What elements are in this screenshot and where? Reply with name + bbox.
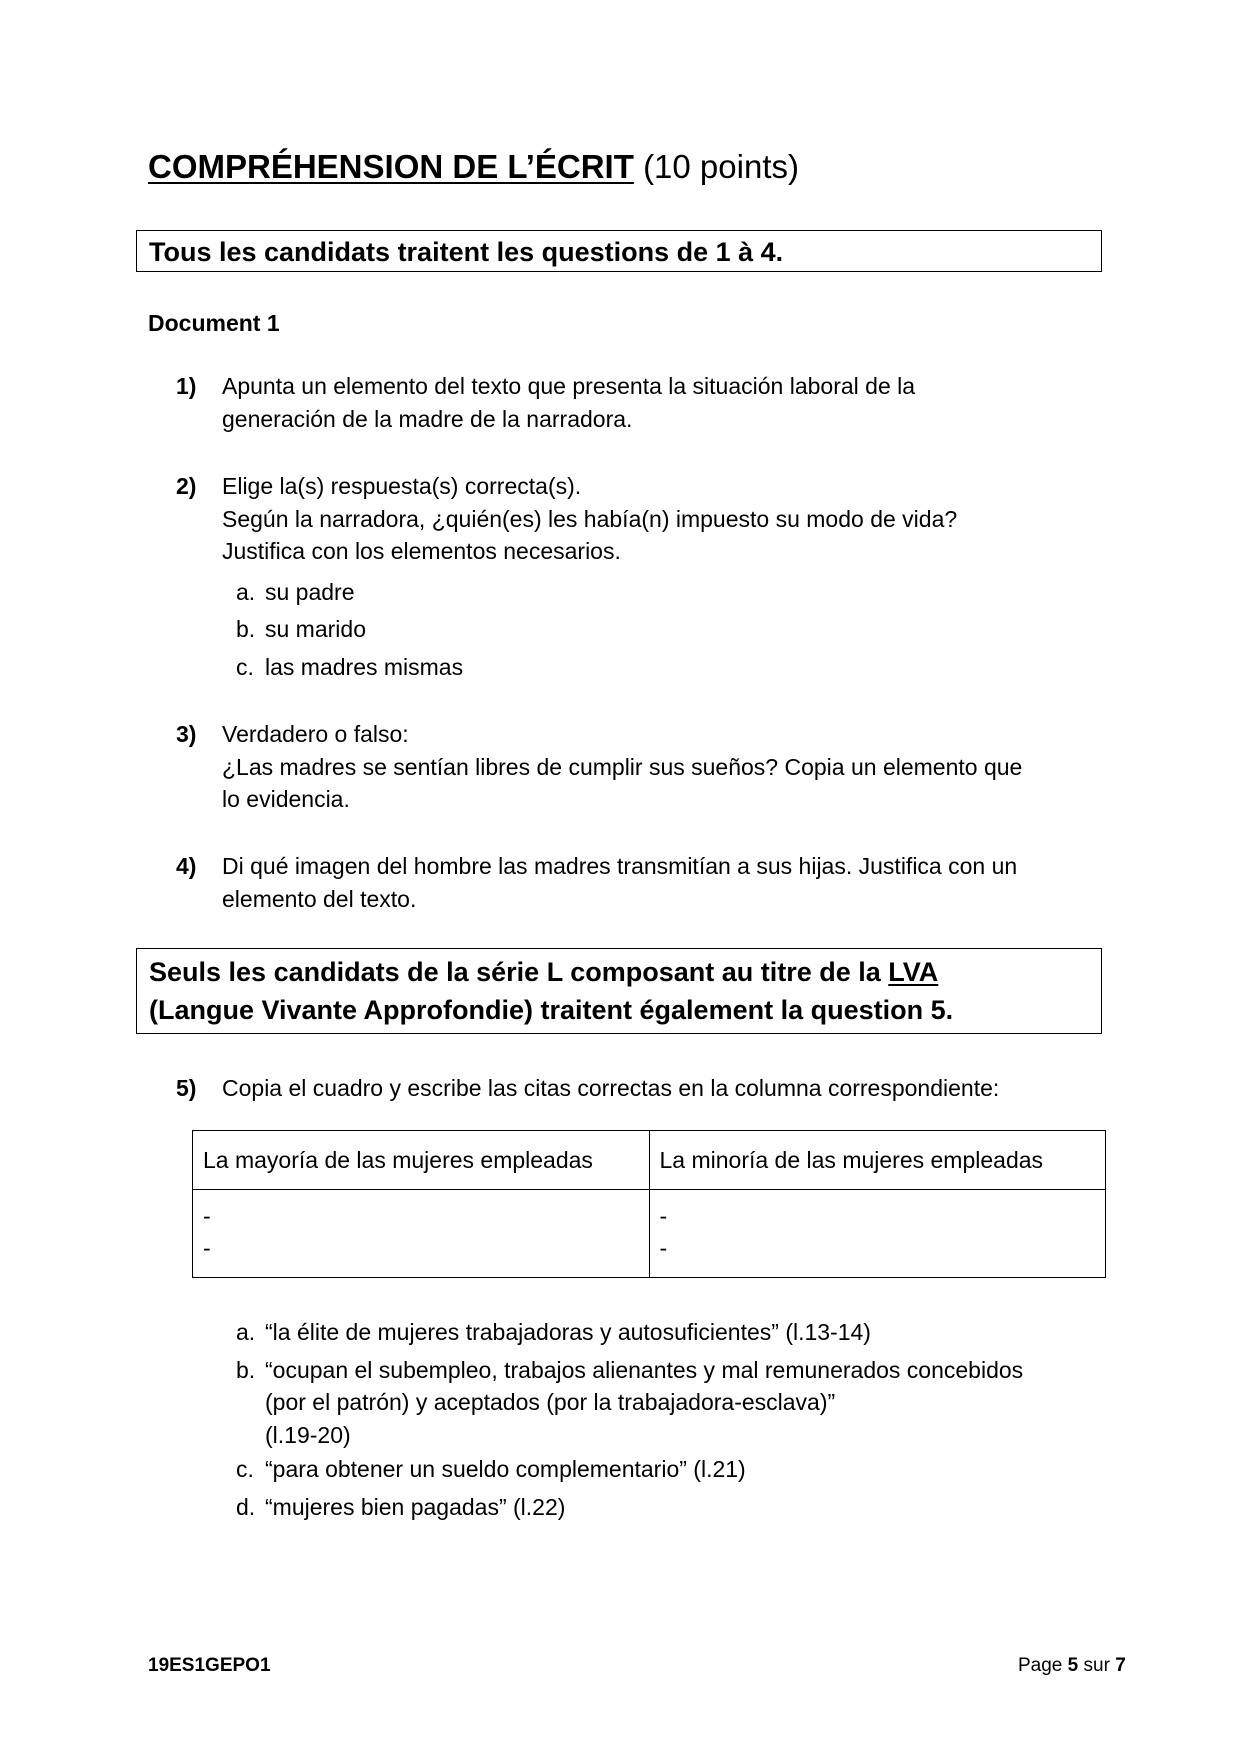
- question-1: [176, 370, 1096, 435]
- question-text: elemento del texto.: [222, 885, 417, 912]
- option-text: su marido: [265, 616, 366, 642]
- question-number: 4): [176, 853, 197, 879]
- option-text: (l.19-20): [265, 1421, 351, 1448]
- question-5: [176, 1072, 1096, 1105]
- question-text: generación de la madre de la narradora.: [222, 405, 633, 432]
- option-letter: c.: [236, 653, 254, 680]
- option-letter: c.: [236, 1456, 254, 1482]
- question-text: lo evidencia.: [222, 786, 350, 812]
- option-item: [236, 611, 1096, 649]
- table-dash: -: [659, 1203, 668, 1229]
- question-text: Di qué imagen del hombre las madres transmitían a sus hijas. Justifica con un: [222, 853, 1018, 879]
- question-number: 2): [176, 473, 197, 499]
- question-text: Verdadero o falso:: [222, 721, 409, 747]
- option-letter: a.: [236, 1319, 256, 1345]
- table-header-cell: La minoría de las mujeres empleadas: [649, 1131, 1106, 1190]
- question-number: 3): [176, 721, 197, 747]
- table-cell: [649, 1190, 1106, 1278]
- option-item: [236, 1352, 1092, 1452]
- option-text: “la élite de mujeres trabajadoras y autosuficientes” (l.13-14): [265, 1319, 871, 1345]
- instruction-all-text: Tous les candidats traitent les questions de 1 à 4.: [149, 237, 784, 267]
- question-text: Elige la(s) respuesta(s) correcta(s).: [222, 473, 582, 499]
- footer-page-number: [1018, 1655, 1126, 1677]
- current-page: 5: [1067, 1655, 1079, 1676]
- option-text: su padre: [265, 578, 355, 605]
- option-text: “ocupan el subempleo, trabajos alienantes y mal remunerados concebidos: [265, 1356, 1024, 1383]
- instruction-box-all: [136, 230, 1102, 272]
- option-text: “para obtener un sueldo complementario” (l.21): [265, 1456, 746, 1482]
- option-list: [236, 574, 1096, 687]
- document-label: Document 1: [148, 310, 280, 336]
- instruction-box-lva: [136, 948, 1102, 1034]
- option-text: (por el patrón) y aceptados (por la trabajadora-esclava)”: [265, 1389, 836, 1415]
- footer-code: 19ES1GEPO1: [148, 1655, 271, 1676]
- answer-table: [192, 1130, 1106, 1278]
- question-4: [176, 850, 1096, 915]
- option-text: “mujeres bien pagadas” (l.22): [265, 1493, 566, 1520]
- table-header-cell: La mayoría de las mujeres empleadas: [193, 1131, 650, 1190]
- title-main: COMPRÉHENSION DE L’ÉCRIT: [148, 148, 634, 185]
- question-text: Según la narradora, ¿quién(es) les había(n) impuesto su modo de vida?: [222, 505, 958, 532]
- instruction-lva-line2: (Langue Vivante Approfondie) traitent également la question 5.: [149, 995, 954, 1025]
- question-number: 1): [176, 373, 197, 399]
- question-2: [176, 470, 1096, 686]
- option-letter: a.: [236, 578, 256, 605]
- option-text: las madres mismas: [265, 653, 464, 680]
- table-row: [193, 1190, 1106, 1278]
- question-text: Apunta un elemento del texto que presenta la situación laboral de la: [222, 373, 916, 399]
- page-title: [148, 148, 799, 186]
- sur-word: sur: [1083, 1655, 1110, 1676]
- table-dash: -: [203, 1235, 211, 1261]
- instruction-lva-line1: [149, 953, 1089, 991]
- question-3: [176, 718, 1096, 816]
- question-number: 5): [176, 1075, 197, 1101]
- option-item: [236, 1451, 1092, 1489]
- option-letter: d.: [236, 1493, 256, 1520]
- title-points: (10 points): [643, 148, 799, 185]
- option-item: [236, 1489, 1092, 1527]
- option-letter: b.: [236, 1356, 256, 1383]
- option-letter: b.: [236, 616, 256, 642]
- table-header-row: [193, 1131, 1106, 1190]
- question-text: Justifica con los elementos necesarios.: [222, 538, 621, 564]
- table-dash: -: [659, 1235, 668, 1261]
- option-item: [236, 649, 1096, 687]
- question-text: ¿Las madres se sentían libres de cumplir sus sueños? Copia un elemento que: [222, 753, 1023, 780]
- quote-option-list: [236, 1314, 1092, 1526]
- total-pages: 7: [1115, 1655, 1126, 1676]
- page-word: Page: [1018, 1655, 1063, 1676]
- table-cell: [193, 1190, 650, 1278]
- lva-abbreviation: LVA: [888, 957, 939, 987]
- table-dash: -: [203, 1203, 211, 1229]
- option-item: [236, 574, 1096, 612]
- instruction-lva-text: Seuls les candidats de la série L composant au titre de la: [149, 957, 889, 987]
- question-text: Copia el cuadro y escribe las citas correctas en la columna correspondiente:: [222, 1075, 1000, 1101]
- option-item: [236, 1314, 1092, 1352]
